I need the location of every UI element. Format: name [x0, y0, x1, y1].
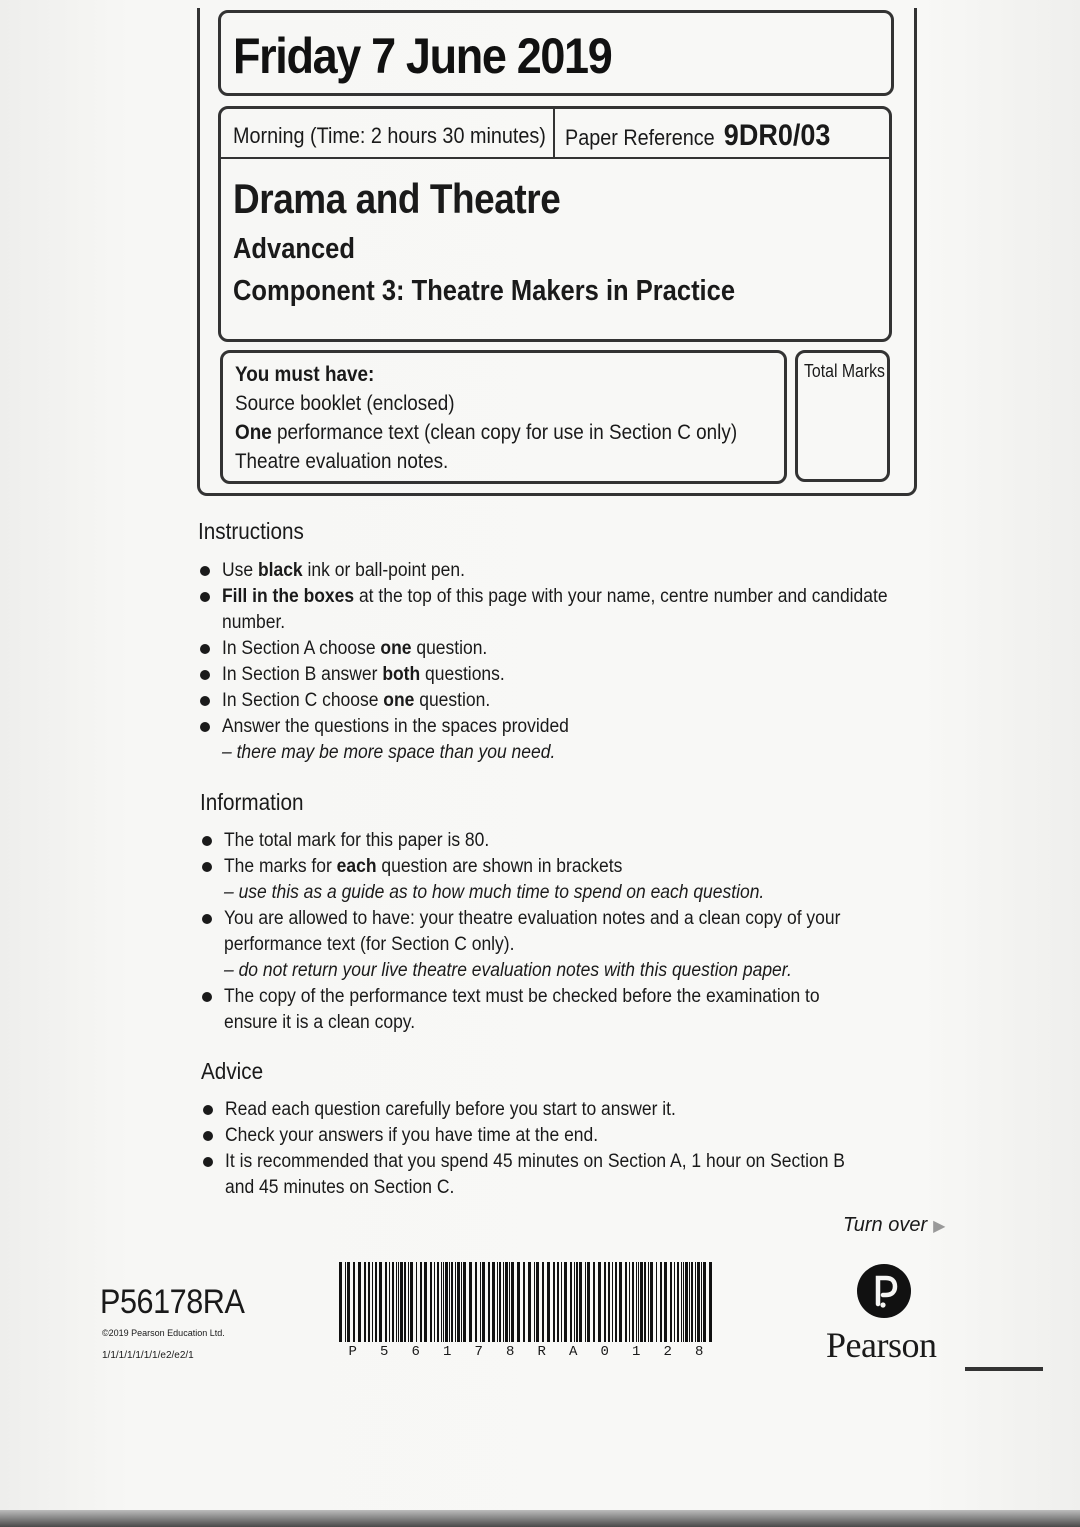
scan-edge	[0, 1510, 1080, 1527]
list-item	[200, 828, 894, 854]
qualification-level: Advanced	[233, 233, 355, 265]
text: – do not return your live theatre evaluation notes with this question paper.	[224, 960, 792, 981]
barcode-digit: 5	[380, 1344, 389, 1360]
emphasis: both	[382, 664, 421, 685]
text: question.	[411, 638, 488, 659]
list-item-continuation	[200, 958, 894, 984]
list-item	[201, 1123, 899, 1149]
text: and 45 minutes on Section C.	[225, 1177, 455, 1198]
list-item	[198, 688, 945, 714]
paper-reference	[565, 119, 830, 153]
text: at the top of this page with your name, centre number and candidate	[354, 586, 888, 607]
margin-rule	[965, 1367, 1043, 1371]
paper-reference-label: Paper Reference	[565, 125, 715, 150]
print-code: 1/1/1/1/1/1/1/e2/e2/1	[102, 1350, 194, 1361]
turn-over-label: Turn over	[843, 1214, 928, 1236]
must-have-heading: You must have:	[235, 363, 375, 386]
list-item-continuation	[198, 740, 945, 766]
text: The marks for	[224, 856, 337, 877]
barcode-digit: P	[348, 1344, 357, 1360]
barcode-digit: 1	[443, 1344, 452, 1360]
list-item	[201, 1149, 899, 1175]
barcode-digit: 8	[506, 1344, 515, 1360]
text: The copy of the performance text must be checked before the examination to	[224, 986, 820, 1007]
instructions-list	[198, 558, 945, 766]
text: ensure it is a clean copy.	[224, 1012, 416, 1033]
pearson-logo-icon	[857, 1264, 911, 1318]
list-item	[198, 714, 945, 740]
total-marks-label: Total Marks	[804, 361, 885, 381]
barcode-digit: 0	[600, 1344, 609, 1360]
list-item	[198, 584, 945, 610]
text: Read each question carefully before you start to answer it.	[225, 1099, 676, 1120]
advice-list	[201, 1097, 899, 1201]
instructions-heading: Instructions	[198, 518, 304, 544]
list-item-continuation	[200, 880, 894, 906]
text: – use this as a guide as to how much time to spend on each question.	[224, 882, 765, 903]
text: question.	[414, 690, 491, 711]
list-item	[198, 636, 945, 662]
barcode-digit: R	[537, 1344, 546, 1360]
list-item-continuation	[201, 1175, 899, 1201]
must-have-item: Theatre evaluation notes.	[235, 450, 449, 473]
component-title: Component 3: Theatre Makers in Practice	[233, 275, 736, 307]
barcode-digit: 1	[632, 1344, 641, 1360]
information-heading: Information	[200, 789, 304, 815]
text: You are allowed to have: your theatre evaluation notes and a clean copy of your	[224, 908, 841, 929]
barcode	[337, 1262, 715, 1362]
text: Answer the questions in the spaces provided	[222, 716, 569, 737]
list-item	[200, 984, 894, 1010]
text: number.	[222, 612, 286, 633]
date-box	[218, 10, 894, 96]
barcode-digit: 7	[474, 1344, 483, 1360]
text: question are shown in brackets	[376, 856, 623, 877]
copyright: ©2019 Pearson Education Ltd.	[102, 1328, 225, 1338]
emphasis: black	[257, 560, 303, 581]
text: questions.	[420, 664, 505, 685]
must-have-item: Source booklet (enclosed)	[235, 392, 455, 415]
session-time: Morning (Time: 2 hours 30 minutes)	[233, 123, 546, 148]
list-item-continuation	[198, 610, 945, 636]
text: The total mark for this paper is 80.	[224, 830, 490, 851]
text: ink or ball-point pen.	[302, 560, 465, 581]
list-item	[198, 558, 945, 584]
barcode-digit: 8	[695, 1344, 704, 1360]
paper-info-box	[218, 106, 892, 342]
advice-heading: Advice	[201, 1058, 264, 1084]
list-item	[200, 854, 894, 880]
barcode-digit: A	[569, 1344, 578, 1360]
paper-reference-cell	[555, 109, 891, 159]
must-have-item	[235, 421, 737, 445]
list-item	[198, 662, 945, 688]
information-list	[200, 828, 894, 1036]
session-cell	[221, 109, 555, 159]
text: It is recommended that you spend 45 minutes on Section A, 1 hour on Section B	[225, 1151, 845, 1172]
text: In Section C choose	[222, 690, 384, 711]
list-item	[201, 1097, 899, 1123]
paper-code: P56178RA	[100, 1283, 245, 1321]
barcode-digit: 2	[663, 1344, 672, 1360]
list-item-continuation	[200, 932, 894, 958]
subject-title: Drama and Theatre	[233, 175, 561, 222]
text: Use	[222, 560, 258, 581]
text: In Section B answer	[222, 664, 383, 685]
paper-reference-code: 9DR0/03	[723, 119, 831, 152]
must-have-text: performance text (clean copy for use in Section C only)	[271, 421, 738, 444]
barcode-bars	[337, 1262, 715, 1342]
list-item-continuation	[200, 1010, 894, 1036]
text: – there may be more space than you need.	[222, 742, 556, 763]
must-have-emphasis: One	[235, 421, 272, 444]
publisher-name: Pearson	[826, 1325, 937, 1365]
exam-date: Friday 7 June 2019	[233, 28, 612, 84]
text: Check your answers if you have time at the end.	[225, 1125, 599, 1146]
list-item	[200, 906, 894, 932]
text: In Section A choose	[222, 638, 381, 659]
emphasis: each	[336, 856, 377, 877]
total-marks-box[interactable]	[795, 350, 890, 482]
emphasis: one	[383, 690, 415, 711]
play-triangle-icon: ▶	[933, 1218, 946, 1235]
emphasis: Fill in the boxes	[222, 586, 355, 607]
must-have-box	[220, 350, 787, 484]
emphasis: one	[380, 638, 412, 659]
text: performance text (for Section C only).	[224, 934, 515, 955]
barcode-digits	[337, 1344, 715, 1360]
barcode-digit: 6	[411, 1344, 420, 1360]
turn-over	[843, 1214, 945, 1237]
